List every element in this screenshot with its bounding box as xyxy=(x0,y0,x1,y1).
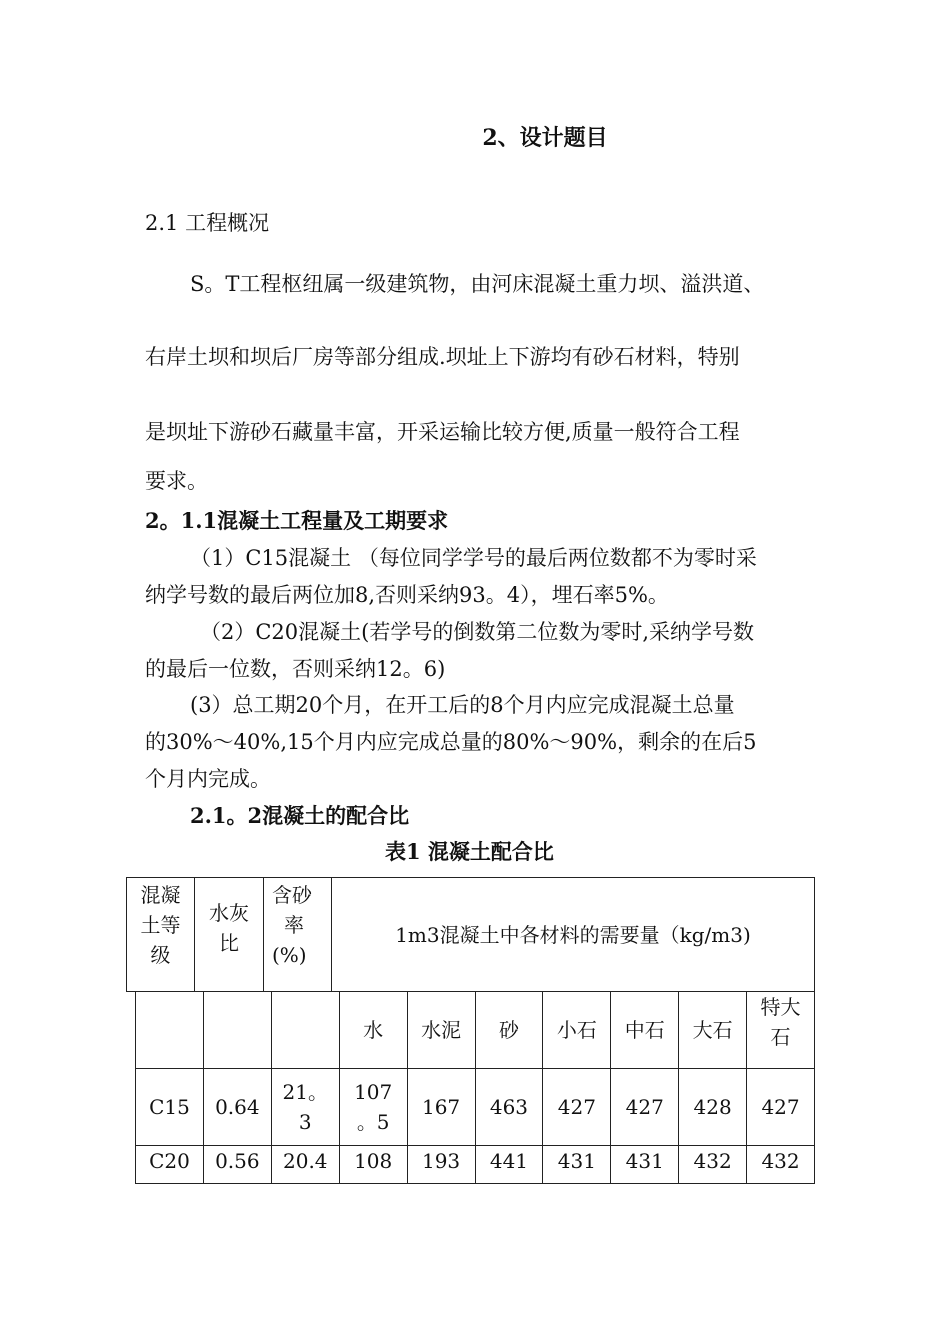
header-line: 比 xyxy=(219,931,239,955)
cell-line: 特大 xyxy=(760,995,801,1019)
header-line: 含砂 xyxy=(272,883,312,907)
table-row xyxy=(136,992,815,1069)
requirement-line: 的最后一位数，否则采纳12。6) xyxy=(145,657,446,681)
mix-table-body xyxy=(135,991,815,1184)
table-cell: 431 xyxy=(543,1146,611,1184)
table-cell: 大石 xyxy=(679,992,747,1069)
mix-table-header xyxy=(126,877,815,992)
table-cell: 427 xyxy=(543,1069,611,1146)
overview-line: 要求。 xyxy=(145,469,208,493)
table-caption: 表1 混凝土配合比 xyxy=(385,839,554,864)
header-line: (%) xyxy=(272,943,307,967)
subsection-1-title: 2。1.1混凝土工程量及工期要求 xyxy=(145,508,449,533)
table-cell: 水 xyxy=(339,992,407,1069)
table-cell: 431 xyxy=(611,1146,679,1184)
table-cell: 0.56 xyxy=(203,1146,271,1184)
requirement-line: (3）总工期20个月，在开工后的8个月内应完成混凝土总量 xyxy=(190,693,735,717)
table-cell: 463 xyxy=(475,1069,543,1146)
table-cell: 中石 xyxy=(611,992,679,1069)
header-line: 级 xyxy=(150,943,171,967)
requirement-line: 的30%～40%,15个月内应完成总量的80%～90%，剩余的在后5 xyxy=(145,730,757,754)
table-cell xyxy=(747,992,815,1069)
cell-line: 石 xyxy=(770,1025,791,1049)
table-cell: 20.4 xyxy=(271,1146,339,1184)
header-line: 水灰 xyxy=(209,901,249,925)
header-grade xyxy=(127,878,195,992)
table-cell: 小石 xyxy=(543,992,611,1069)
requirement-line: 个月内完成。 xyxy=(145,767,271,791)
header-sand-rate xyxy=(264,878,332,992)
table-cell xyxy=(271,992,339,1069)
table-cell: 441 xyxy=(475,1146,543,1184)
header-line: 混凝 xyxy=(140,883,181,907)
overview-line: 右岸土坝和坝后厂房等部分组成.坝址上下游均有砂石材料，特别 xyxy=(145,345,740,369)
table-cell xyxy=(136,992,204,1069)
header-materials-label: 1m3混凝土中各材料的需要量（kg/m3) xyxy=(395,922,751,947)
cell-line: 。5 xyxy=(356,1110,390,1134)
table-row xyxy=(136,1069,815,1146)
header-line: 土等 xyxy=(140,913,181,937)
requirement-line: 纳学号数的最后两位加8,否则采纳93。4），埋石率5%。 xyxy=(145,583,669,607)
cell-line: 3 xyxy=(298,1110,312,1134)
header-water-cement-ratio xyxy=(195,878,264,992)
table-cell xyxy=(339,1069,407,1146)
table-cell: C20 xyxy=(136,1146,204,1184)
cell-line: 107 xyxy=(354,1080,393,1104)
table-cell: 0.64 xyxy=(203,1069,271,1146)
table-cell: 427 xyxy=(747,1069,815,1146)
table-cell: 432 xyxy=(679,1146,747,1184)
table-cell: 167 xyxy=(407,1069,475,1146)
page-heading: 2、设计题目 xyxy=(482,125,608,151)
table-cell: 193 xyxy=(407,1146,475,1184)
table-cell: 砂 xyxy=(475,992,543,1069)
table-cell: 427 xyxy=(611,1069,679,1146)
table-cell: C15 xyxy=(136,1069,204,1146)
table-cell: 428 xyxy=(679,1069,747,1146)
table-cell: 水泥 xyxy=(407,992,475,1069)
subsection-2-title: 2.1。2混凝土的配合比 xyxy=(190,803,410,828)
header-materials xyxy=(332,878,815,992)
cell-line: 21。 xyxy=(282,1080,328,1104)
table-cell xyxy=(271,1069,339,1146)
overview-line: S。T工程枢纽属一级建筑物，由河床混凝土重力坝、溢洪道、 xyxy=(190,272,765,296)
overview-line: 是坝址下游砂石藏量丰富，开采运输比较方便,质量一般符合工程 xyxy=(145,420,740,444)
requirement-line: （1）C15混凝土 （每位同学学号的最后两位数都不为零时采 xyxy=(190,546,757,570)
table-cell xyxy=(203,992,271,1069)
requirement-line: （2）C20混凝土(若学号的倒数第二位数为零时,采纳学号数 xyxy=(200,620,755,644)
section-title: 2.1 工程概况 xyxy=(145,211,270,235)
table-cell: 432 xyxy=(747,1146,815,1184)
table-row xyxy=(136,1146,815,1184)
header-line: 率 xyxy=(284,913,304,937)
table-cell: 108 xyxy=(339,1146,407,1184)
